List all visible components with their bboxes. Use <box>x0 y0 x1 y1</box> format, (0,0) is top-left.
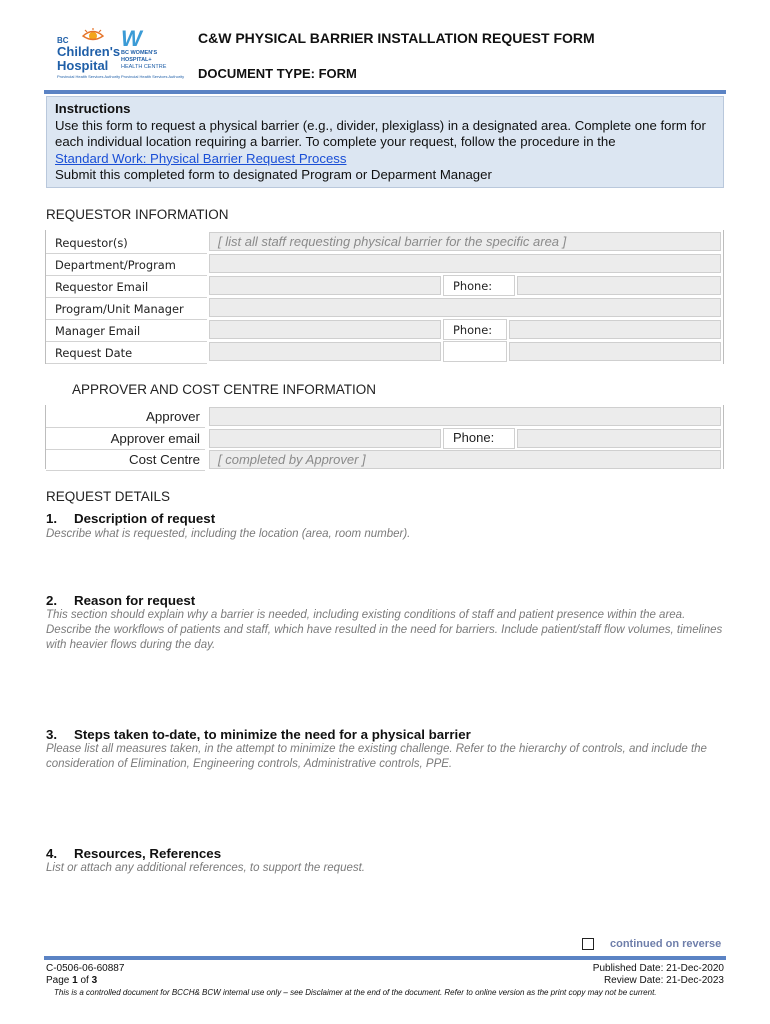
department-input[interactable] <box>209 254 721 273</box>
cost-centre-label: Cost Centre <box>46 449 205 471</box>
document-type: DOCUMENT TYPE: FORM <box>198 66 357 81</box>
approver-label: Approver <box>46 406 205 428</box>
requestor-heading: REQUESTOR INFORMATION <box>46 207 229 222</box>
manager-input[interactable] <box>209 298 721 317</box>
header-divider <box>44 90 726 94</box>
doc-id: C-0506-06-60887 <box>46 963 125 974</box>
published-date: Published Date: 21-Dec-2020 <box>592 963 724 974</box>
q1-help: Describe what is requested, including the location (area, room number). <box>46 528 411 540</box>
manager-label: Program/Unit Manager <box>46 297 207 320</box>
form-title: C&W PHYSICAL BARRIER INSTALLATION REQUEST FORM <box>198 30 595 46</box>
instructions-heading: Instructions <box>55 101 131 116</box>
requestor-phone-label: Phone: <box>443 275 515 296</box>
bcw-logo: W BC WOMEN'S HOSPITAL+ HEALTH CENTRE Provincial Health Services Authority <box>121 26 185 79</box>
request-date-input[interactable] <box>209 342 441 361</box>
requestor-phone-input[interactable] <box>517 276 721 295</box>
disclaimer: This is a controlled document for BCCH& BCW internal use only – see Disclaimer at the end of the document. Refer to online version as the print copy may not be current. <box>54 988 657 997</box>
approver-phone-label: Phone: <box>443 428 515 449</box>
manager-email-input[interactable] <box>209 320 441 339</box>
request-date-spacer <box>443 341 507 362</box>
manager-phone-input[interactable] <box>509 320 721 339</box>
q4-title: 4. Resources, References <box>46 846 222 861</box>
bcch-logo: BC Children's Hospital Provincial Health Services Authority <box>55 28 117 80</box>
instructions-box <box>46 96 724 188</box>
sun-eye-icon <box>81 28 105 42</box>
approver-email-label: Approver email <box>46 428 205 450</box>
instructions-submit-text: Submit this completed form to designated Program or Deparment Manager <box>55 167 492 182</box>
continued-text: continued on reverse <box>610 938 722 950</box>
request-date-label: Request Date <box>46 341 207 364</box>
requestor-label: Requestor(s) <box>46 231 207 254</box>
request-date-extra[interactable] <box>509 342 721 361</box>
q3-help: Please list all measures taken, in the attempt to minimize the existing challenge. Refer to the hierarchy of controls, and include the consideration of Elimination, Engineering controls, Administrative controls, PPE. <box>46 743 707 770</box>
review-date: Review Date: 21-Dec-2023 <box>603 975 724 986</box>
cost-centre-input[interactable]: [ completed by Approver ] <box>209 450 721 469</box>
approver-phone-input[interactable] <box>517 429 721 448</box>
continued-checkbox[interactable] <box>582 938 594 950</box>
requestor-email-label: Requestor Email <box>46 275 207 298</box>
q4-help: List or attach any additional references, to support the request. <box>46 862 365 874</box>
manager-phone-label: Phone: <box>443 319 507 340</box>
q2-title: 2. Reason for request <box>46 593 196 608</box>
q1-title: 1. Description of request <box>46 511 216 526</box>
page-number: Page 1 of 3 <box>46 975 98 986</box>
q3-title: 3. Steps taken to-date, to minimize the need for a physical barrier <box>46 727 471 742</box>
footer-divider <box>44 956 726 960</box>
approver-heading: APPROVER AND COST CENTRE INFORMATION <box>72 382 377 397</box>
approver-input[interactable] <box>209 407 721 426</box>
requestor-input[interactable]: [ list all staff requesting physical barrier for the specific area ] <box>209 232 721 251</box>
requestor-email-input[interactable] <box>209 276 441 295</box>
department-label: Department/Program <box>46 253 207 276</box>
request-details-heading: REQUEST DETAILS <box>46 489 171 504</box>
q2-help: This section should explain why a barrier is needed, including existing conditions of staff and patient presence within the area. Describe the workflows of patients and staff, which have resulted in the need for barriers. Include patient/staff flow volumes, timelines with heavier flows during the day. <box>46 609 723 651</box>
standard-work-link[interactable]: Standard Work: Physical Barrier Request Process <box>55 150 347 166</box>
manager-email-label: Manager Email <box>46 319 207 342</box>
approver-email-input[interactable] <box>209 429 441 448</box>
instructions-text: Use this form to request a physical barrier (e.g., divider, plexiglass) in a designated area. Complete one form for each individual location requiring a barrier. To complete your request, follow the procedure in the <box>55 117 706 149</box>
